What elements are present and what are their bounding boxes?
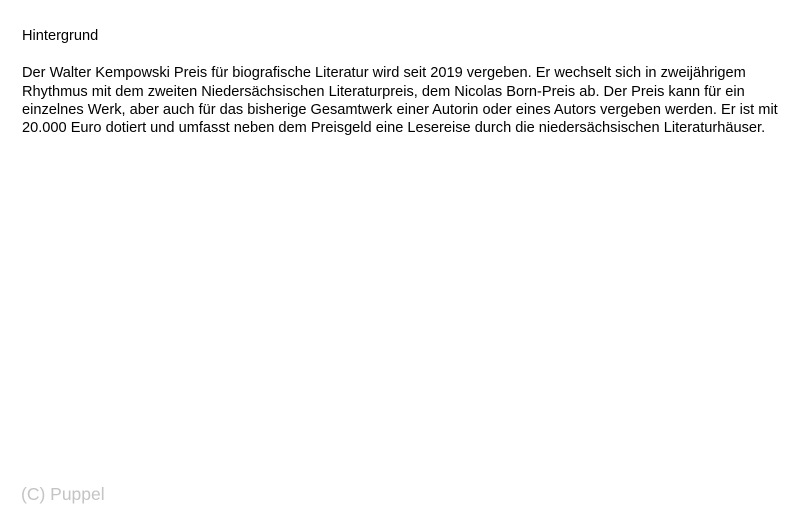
document-content bbox=[22, 27, 786, 137]
section-heading: Hintergrund bbox=[22, 28, 99, 44]
copyright-watermark: (C) Puppel bbox=[21, 484, 105, 504]
paragraph-spacer bbox=[22, 45, 786, 64]
body-paragraph: Der Walter Kempowski Preis für biografische Literatur wird seit 2019 vergeben. Er wechselt sich in zweijährigem Rhythmus mit dem zweiten Niedersächsischen Literaturpreis, dem Nicolas Born-Preis ab. Der Preis kann für ein einzelnes Werk, aber auch für das bisherige Gesamtwerk einer Autorin oder eines Autors vergeben werden. Er ist mit 20.000 Euro dotiert und umfasst neben dem Preisgeld eine Lesereise durch die niedersächsischen Literaturhäuser. bbox=[22, 65, 778, 137]
